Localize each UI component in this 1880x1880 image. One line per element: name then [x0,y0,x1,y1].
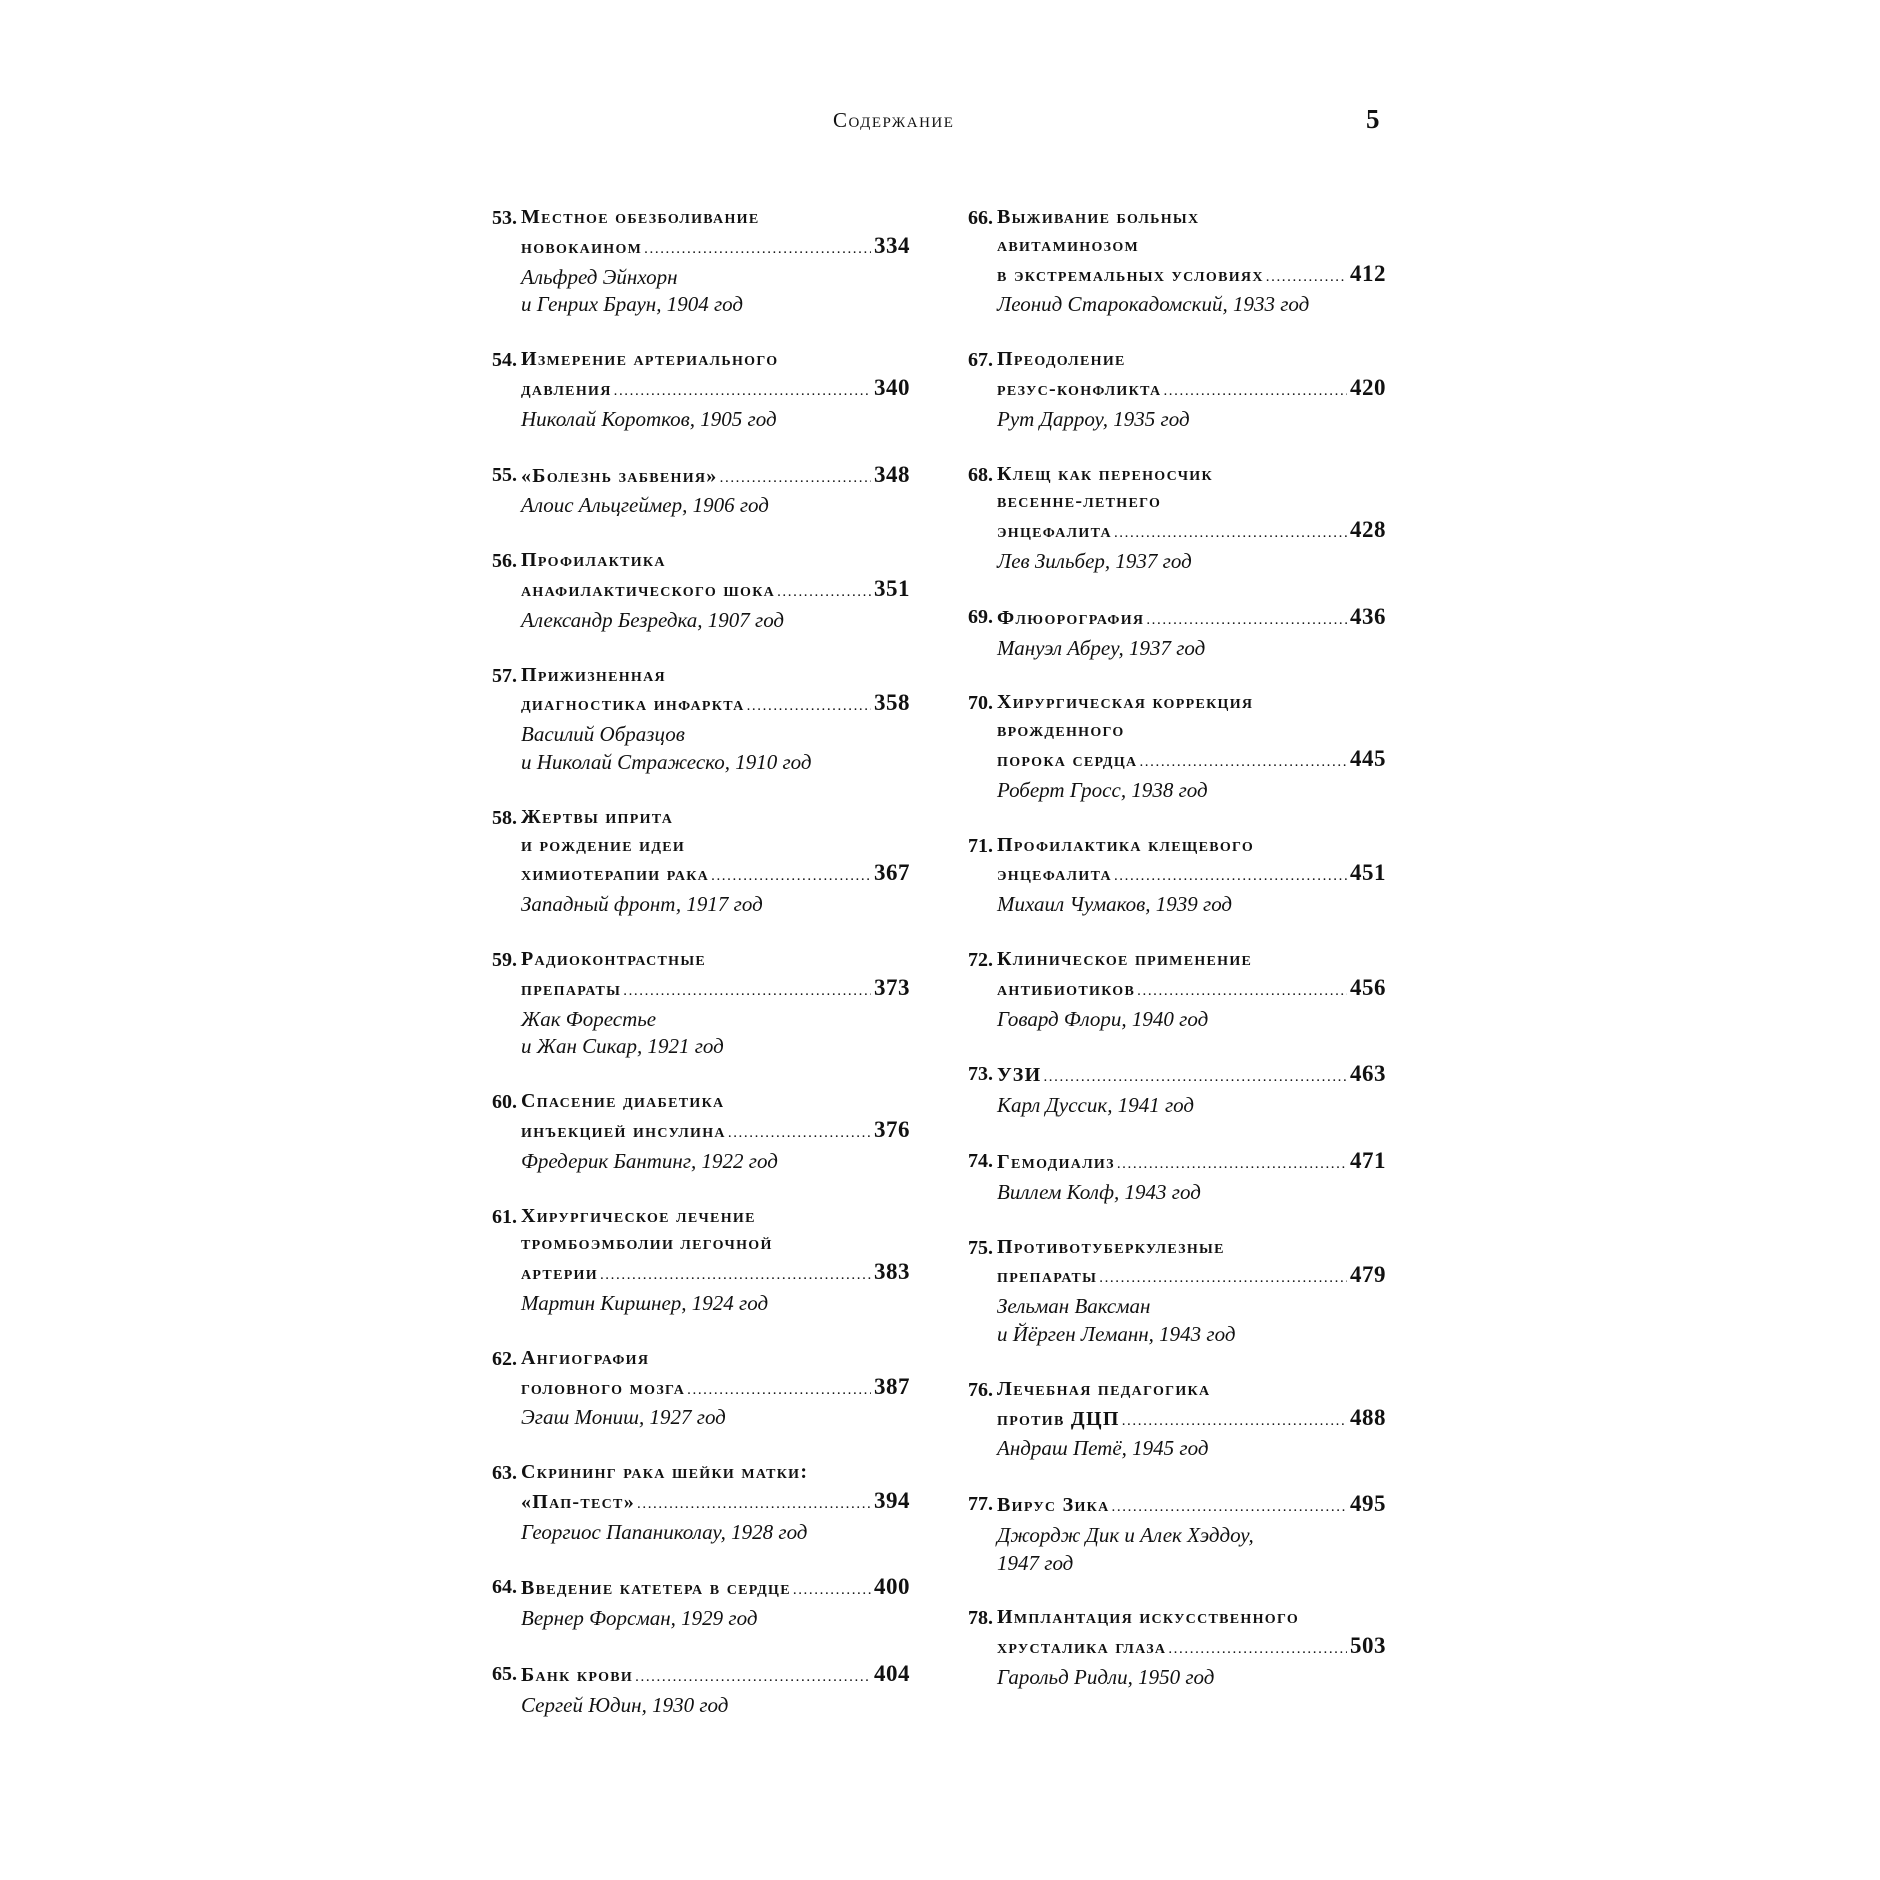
entry-title-text: Преодоление [997,348,1126,371]
entry-title-text: Измерение артериального [521,348,779,371]
entry-author: Зельман Ваксман [997,1294,1151,1319]
entry-page-number[interactable]: 471 [1350,1147,1386,1173]
entry-page-number[interactable]: 351 [874,575,910,601]
entry-title-line-with-page [521,1258,910,1290]
entry-author: Николай Коротков, 1905 год [521,406,777,431]
entry-title-text: головного мозга [521,1376,686,1399]
entry-page-number[interactable]: 479 [1350,1262,1386,1288]
entry-number: 76. [968,1378,993,1401]
toc-entry[interactable] [956,1060,1386,1120]
entry-title-text: Гемодиализ [997,1150,1115,1173]
entry-title-line-with-page [997,374,1386,406]
entry-author: Западный фронт, 1917 год [521,892,763,917]
entry-author: Вернер Форсман, 1929 год [521,1606,758,1631]
dot-leader [1146,607,1347,635]
entry-number: 63. [492,1462,517,1485]
entry-author: Андраш Петё, 1945 год [997,1436,1209,1461]
entry-title-line-with-page [521,1487,910,1519]
entry-author: Эгаш Мониш, 1927 год [521,1405,726,1430]
toc-entry[interactable] [480,346,910,433]
entry-number: 70. [968,692,993,715]
entry-author: Альфред Эйнхорн [521,264,678,289]
entry-author: Михаил Чумаков, 1939 год [997,892,1233,917]
entry-title-line-with-page [521,859,910,891]
entry-author: Лев Зильбер, 1937 год [997,548,1192,573]
entry-title-text: Имплантация искусственного [997,1606,1300,1629]
entry-title-text: Жертвы иприта [521,805,674,828]
page-number: 5 [1366,104,1380,134]
entry-title-text: Ангиография [521,1346,650,1369]
entry-page-number[interactable]: 412 [1350,260,1386,286]
toc-entry[interactable] [956,689,1386,804]
entry-number: 58. [492,806,517,829]
entry-author: Мартин Киршнер, 1924 год [521,1290,769,1315]
entry-title-line-with-page [521,1573,910,1605]
entry-title-text: в экстремальных условиях [997,263,1264,286]
entry-title-text: Вирус Зика [997,1494,1110,1517]
entry-title-text: весенне-летнего [997,490,1162,513]
entry-page-number[interactable]: 404 [874,1661,910,1687]
dot-leader [711,863,871,891]
entry-page-number[interactable]: 495 [1350,1491,1386,1517]
entry-title-text: Противотуберкулезные [997,1235,1225,1258]
entry-title-text: Клиническое применение [997,947,1253,970]
toc-entry[interactable] [956,1376,1386,1463]
entry-page-number[interactable]: 367 [874,860,910,886]
dot-leader [1266,264,1347,292]
entry-title-text: препараты [521,977,622,1000]
entry-page-number[interactable]: 383 [874,1259,910,1285]
entry-author: Карл Дуссик, 1941 год [997,1093,1194,1118]
toc-entry[interactable] [480,1660,910,1720]
entry-author: Жак Форестье [521,1006,657,1031]
entry-author: Василий Образцов [521,722,685,747]
entry-title-line-with-page [521,575,910,607]
entry-page-number[interactable]: 428 [1350,517,1386,543]
entry-author: Сергей Юдин, 1930 год [521,1692,729,1717]
entry-title-line-with-page [521,974,910,1006]
entry-number: 56. [492,550,517,573]
entry-title-text: артерии [521,1262,598,1285]
toc-column-left [480,204,910,1747]
entry-title-text: Скрининг рака шейки матки: [521,1461,809,1484]
entry-number: 75. [968,1236,993,1259]
entry-number: 61. [492,1205,517,1228]
entry-number: 77. [968,1493,993,1516]
entry-title-text: Профилактика [521,549,666,572]
toc-entry[interactable] [480,461,910,521]
toc-entry[interactable] [956,1147,1386,1207]
entry-number: 78. [968,1607,993,1630]
entry-title-line-with-page [521,1660,910,1692]
dot-leader [728,1120,871,1148]
toc-entry[interactable] [480,204,910,319]
entry-page-number[interactable]: 373 [874,974,910,1000]
entry-number: 65. [492,1663,517,1686]
entry-title-text: анафилактического шока [521,578,776,601]
entry-number: 59. [492,948,517,971]
entry-title-line-with-page [997,859,1386,891]
dot-leader [614,378,871,406]
dot-leader [635,1664,871,1692]
entry-title-text: антибиотиков [997,977,1136,1000]
entry-title-text: «Пап-тест» [521,1490,635,1513]
entry-author: 1947 год [997,1550,1074,1575]
dot-leader [1139,749,1347,777]
entry-number: 73. [968,1063,993,1086]
entry-title-line-with-page [521,461,910,493]
entry-title-text: новокаином [521,235,643,258]
toc-entry[interactable] [480,1345,910,1432]
dot-leader [720,465,871,493]
dot-leader [747,693,871,721]
entry-page-number[interactable]: 420 [1350,374,1386,400]
entry-title-text: инъекцией инсулина [521,1119,726,1142]
dot-leader [1122,1408,1347,1436]
entry-author: Леонид Старокадомский, 1933 год [997,292,1310,317]
entry-title-text: Местное обезболивание [521,206,760,228]
dot-leader [637,1491,871,1519]
entry-title-line-with-page [997,1261,1386,1293]
entry-title-text: химиотерапии рака [521,863,710,886]
toc-entry[interactable] [480,1203,910,1318]
entry-title-line-with-page [997,260,1386,292]
entry-title-text: энцефалита [997,520,1112,543]
entry-title-text: против ДЦП [997,1407,1120,1430]
toc-entry[interactable] [480,1573,910,1633]
toc-entry[interactable] [480,1459,910,1546]
entry-title-text: Выживание больных [997,206,1200,228]
entry-title-text: Радиоконтрастные [521,947,707,970]
entry-title-text: Банк крови [521,1664,634,1687]
entry-title-line-with-page [997,1147,1386,1179]
entry-title-text: и рождение идеи [521,833,686,856]
entry-number: 68. [968,463,993,486]
entry-title-text: Лечебная педагогика [997,1377,1211,1400]
entry-author: Джордж Дик и Алек Хэддоу, [997,1522,1254,1547]
entry-page-number[interactable]: 340 [874,374,910,400]
entry-number: 69. [968,605,993,628]
entry-title-text: энцефалита [997,863,1112,886]
entry-title-text: Хирургическое лечение [521,1204,756,1227]
entry-author: Гарольд Ридли, 1950 год [997,1665,1215,1690]
entry-number: 60. [492,1091,517,1114]
entry-number: 74. [968,1149,993,1172]
entry-title-text: диагностика инфаркта [521,693,745,716]
dot-leader [793,1577,871,1605]
entry-author: Фредерик Бантинг, 1922 год [521,1148,778,1173]
toc-entry[interactable] [480,547,910,634]
toc-entry[interactable] [956,1604,1386,1691]
entry-page-number[interactable]: 451 [1350,860,1386,886]
entry-page-number[interactable]: 348 [874,461,910,487]
entry-page-number[interactable]: 358 [874,690,910,716]
dot-leader [1112,1494,1347,1522]
toc-entry[interactable] [956,832,1386,919]
toc-entry[interactable] [956,603,1386,663]
dot-leader [1137,978,1347,1006]
entry-title-line-with-page [521,232,910,264]
entry-page-number[interactable]: 436 [1350,603,1386,629]
entry-title-line-with-page [997,1632,1386,1664]
toc-entry[interactable] [480,662,910,777]
dot-leader [777,579,871,607]
toc-entry[interactable] [480,946,910,1061]
entry-title-text: препараты [997,1265,1098,1288]
entry-author: Говард Флори, 1940 год [997,1006,1209,1031]
entry-title-line-with-page [521,374,910,406]
entry-author: Алоис Альцгеймер, 1906 год [521,493,769,518]
entry-author: Роберт Гросс, 1938 год [997,777,1208,802]
toc-entry[interactable] [480,804,910,919]
entry-title-text: Прижизненная [521,663,666,686]
entry-page-number[interactable]: 503 [1350,1633,1386,1659]
dot-leader [1099,1265,1347,1293]
dot-leader [1043,1064,1347,1092]
entry-title-line-with-page [521,689,910,721]
entry-page-number[interactable]: 400 [874,1574,910,1600]
entry-title-line-with-page [521,1116,910,1148]
entry-author: Александр Безредка, 1907 год [521,607,785,632]
entry-page-number[interactable]: 394 [874,1487,910,1513]
entry-number: 55. [492,463,517,486]
dot-leader [1168,1636,1347,1664]
entry-page-number[interactable]: 387 [874,1373,910,1399]
entry-title-line-with-page [997,516,1386,548]
entry-title-line-with-page [997,745,1386,777]
entry-author: и Жан Сикар, 1921 год [521,1034,724,1059]
entry-title-text: порока сердца [997,748,1138,771]
entry-author: Георгиос Папаниколау, 1928 год [521,1519,808,1544]
entry-number: 53. [492,207,517,229]
entry-title-text: УЗИ [997,1064,1042,1087]
entry-page-number[interactable]: 463 [1350,1061,1386,1087]
toc-column-right [956,204,1386,1719]
entry-number: 71. [968,834,993,857]
toc-entry[interactable] [956,346,1386,433]
toc-entry[interactable] [956,946,1386,1033]
toc-entry[interactable] [956,1490,1386,1577]
entry-author: Виллем Колф, 1943 год [997,1179,1201,1204]
dot-leader [1114,520,1347,548]
entry-title-text: «Болезнь забвения» [521,464,718,487]
entry-title-text: авитаминозом [997,233,1140,256]
entry-title-text: хрусталика глаза [997,1636,1167,1659]
entry-number: 64. [492,1576,517,1599]
entry-title-text: Введение катетера в сердце [521,1577,791,1600]
dot-leader [1117,1151,1347,1179]
entry-title-text: Спасение диабетика [521,1090,725,1113]
entry-title-text: резус-конфликта [997,377,1162,400]
entry-page-number[interactable]: 456 [1350,974,1386,1000]
dot-leader [644,236,871,264]
entry-title-text: Профилактика клещевого [997,833,1255,856]
dot-leader [1163,378,1347,406]
entry-number: 62. [492,1347,517,1370]
entry-author: Рут Дарроу, 1935 год [997,406,1190,431]
toc-entry[interactable] [480,1088,910,1175]
entry-title-line-with-page [997,974,1386,1006]
dot-leader [623,978,871,1006]
entry-title-text: тромбоэмболии легочной [521,1232,773,1255]
entry-author: и Йёрген Леманн, 1943 год [997,1321,1236,1346]
entry-title-line-with-page [521,1373,910,1405]
toc-entry[interactable] [956,204,1386,319]
entry-title-line-with-page [997,603,1386,635]
entry-number: 66. [968,207,993,229]
entry-title-text: давления [521,377,612,400]
entry-title-text: Клещ как переносчик [997,462,1213,485]
entry-title-line-with-page [997,1404,1386,1436]
entry-number: 72. [968,948,993,971]
entry-title-text: Хирургическая коррекция [997,691,1254,714]
entry-page-number[interactable]: 334 [874,232,910,258]
toc-entry[interactable] [956,461,1386,576]
entry-author: и Николай Стражеско, 1910 год [521,749,812,774]
entry-title-text: врожденного [997,719,1125,742]
entry-number: 67. [968,349,993,372]
entry-page-number[interactable]: 376 [874,1116,910,1142]
entry-title-line-with-page [997,1490,1386,1522]
dot-leader [1114,863,1347,891]
entry-page-number[interactable]: 445 [1350,745,1386,771]
toc-entry[interactable] [956,1234,1386,1349]
dot-leader [687,1377,871,1405]
entry-title-line-with-page [997,1060,1386,1092]
entry-author: Мануэл Абреу, 1937 год [997,635,1206,660]
entry-number: 57. [492,664,517,687]
dot-leader [600,1262,871,1290]
entry-page-number[interactable]: 488 [1350,1404,1386,1430]
entry-author: и Генрих Браун, 1904 год [521,292,744,317]
entry-title-text: Флюорография [997,606,1145,629]
entry-number: 54. [492,349,517,372]
running-head-title: Содержание [833,108,955,132]
